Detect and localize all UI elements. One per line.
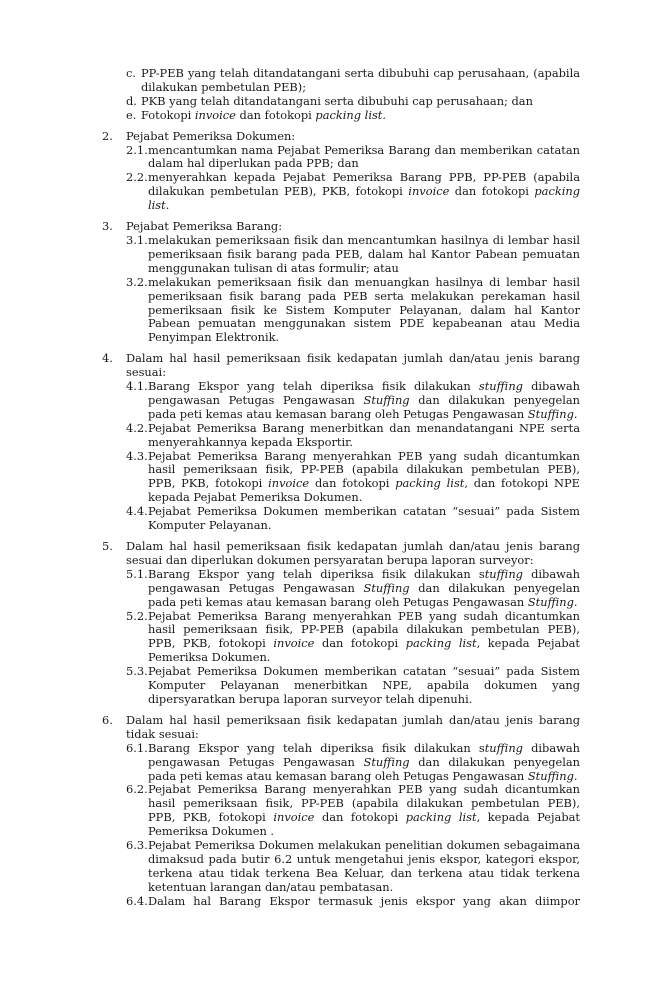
sub-item [126,450,580,506]
italic-term: tuffing [484,740,523,755]
item-heading [126,220,580,234]
document-page [102,67,580,916]
sub-item-text [148,170,580,212]
sub-item-text [148,143,580,171]
sub-item-text [148,782,580,838]
italic-term: invoice [194,107,236,122]
text-run: Barang Ekspor yang telah diperiksa fisik dilakukan s [148,566,485,581]
sub-item-label: e. [126,107,137,122]
italic-term: Stuffing [363,580,410,595]
text-run: Pejabat Pemeriksa Barang menyerahkan PEB yang sudah dicantumkan hasil pemeriksaan fisik, PP-PEB (apabila dilakukan pembetulan PEB), PPB, PKB, fotokopi [148,448,580,491]
sub-item [126,67,580,95]
sub-item-label: 6.2. [126,782,148,797]
italic-term: Stuffing [363,754,410,769]
sub-item-label: 6.3. [126,838,148,853]
sub-item-label: 6.1. [126,740,148,755]
text-run: dibawah pengawasan Petugas Pengawasan [148,740,580,769]
sub-item [126,109,580,123]
sub-item [126,665,580,707]
sub-item-label: 5.3. [126,664,148,679]
sub-item-text [148,567,580,609]
italic-term: Stuffing. [527,594,578,609]
sub-item-text [141,94,533,108]
sub-item-label: 2.1. [126,142,148,157]
sub-item [126,422,580,450]
sub-item-text [148,504,580,532]
sub-item [126,742,580,784]
sub-item-text [141,66,580,94]
sub-item-label: c. [126,66,137,80]
sub-item-label: 5.2. [126,608,148,623]
sub-item-text [148,664,580,706]
text-run: Pejabat Pemeriksa Barang menyerahkan PEB yang sudah dicantumkan hasil pemeriksaan fisik, PP-PEB (apabila dilakukan pembetulan PEB), PPB, PKB, fotokopi [148,782,580,825]
sub-item [126,234,580,276]
text-run: Pejabat Pemeriksa Dokumen memberikan catatan “sesuai” pada Sistem Komputer Pelayanan. [148,504,580,533]
text-run: Dalam hal hasil pemeriksaan fisik kedapatan jumlah dan/atau jenis barang tidak sesuai: [126,712,580,741]
sub-item [126,380,580,422]
italic-term: packing list. [148,184,580,213]
text-run: Dalam hal hasil pemeriksaan fisik kedapatan jumlah dan/atau jenis barang sesuai dan diperlukan dokumen persyaratan berupa laporan surveyor: [126,539,580,567]
italic-term: Stuffing. [527,406,578,421]
item-number: 5. [102,539,113,553]
italic-term: packing list [405,810,477,825]
sub-item-text [148,233,580,275]
sub-item-text [141,108,386,122]
list-item [102,130,580,213]
italic-term: packing list. [315,107,387,122]
text-run: Barang Ekspor yang telah diperiksa fisik dilakukan s [148,740,485,755]
sub-item-label: 4.3. [126,448,148,463]
sub-item [126,276,580,346]
sub-item [126,95,580,109]
sub-item [126,144,580,172]
text-run: Pejabat Pemeriksa Dokumen melakukan penelitian dokumen sebagaimana dimaksud pada butir 6.2 untuk mengetahui jenis ekspor, kategori ekspor, terkena atau tidak terkena Bea Keluar, dan terkena atau tidak terkena ketentuan larangan dan/atau pembatasan. [148,838,580,894]
text-run: PKB yang telah ditandatangani serta dibubuhi cap perusahaan; dan [141,93,533,108]
text-run: Dalam hal hasil pemeriksaan fisik kedapatan jumlah dan/atau jenis barang sesuai: [126,351,580,380]
text-run: dan fotokopi [314,810,406,825]
sub-item-text [148,609,580,665]
item-heading [126,540,580,568]
text-run: dan dilakukan penyegelan pada peti kemas atau kemasan barang oleh Petugas Pengawasan [148,580,580,609]
italic-term: Stuffing [363,392,410,407]
list-item [102,220,580,345]
sub-item [126,568,580,610]
sub-item-text [148,894,580,908]
text-run: dibawah pengawasan Petugas Pengawasan [148,566,580,595]
item-number: 4. [102,351,113,366]
italic-term: invoice [408,184,450,199]
item-number: 3. [102,219,113,234]
sub-item-text [148,275,580,345]
text-run: Dalam hal Barang Ekspor termasuk jenis ekspor yang akan diimpor [148,893,580,908]
text-run: , kepada Pejabat Pemeriksa Dokumen. [148,636,581,665]
text-run: Fotokopi [141,107,195,122]
sub-item-label: 3.1. [126,232,148,247]
italic-term: tuffing [484,566,523,581]
sub-item-label: 4.1. [126,379,148,394]
text-run: , kepada Pejabat Pemeriksa Dokumen . [148,810,581,839]
italic-term: packing list [405,636,477,651]
text-run: dan dilakukan penyegelan pada peti kemas atau kemasan barang oleh Petugas Pengawasan [148,754,580,783]
sub-item-text [148,421,580,449]
text-run: Pejabat Pemeriksa Dokumen memberikan catatan “sesuai” pada Sistem Komputer Pelayanan menerbitkan NPE, apabila dokumen yang dipersyaratkan berupa laporan surveyor telah dipenuhi. [148,664,580,706]
item-heading [126,352,580,380]
text-run: dan fotokopi [235,107,316,122]
sub-item-label: 4.2. [126,420,148,435]
sub-item-label: 3.2. [126,274,148,289]
italic-term: stuffing [478,379,523,394]
text-run: dan fotokopi [309,476,396,491]
item-heading [126,130,580,144]
text-run: dibawah pengawasan Petugas Pengawasan [148,379,580,407]
sub-item [126,505,580,533]
text-run: Barang Ekspor yang telah diperiksa fisik dilakukan [148,379,479,394]
text-run: Pejabat Pemeriksa Barang menyerahkan PEB yang sudah dicantumkan hasil pemeriksaan fisik, PP-PEB (apabila dilakukan pembetulan PEB), PPB, PKB, fotokopi [148,608,580,651]
sub-item-label: 5.1. [126,566,148,581]
item-number: 2. [102,128,113,143]
list-item [102,540,580,707]
sub-item [126,171,580,213]
text-run: dan fotokopi [314,636,406,651]
italic-term: invoice [273,810,315,825]
sub-item-label: d. [126,93,137,108]
sub-item-text [148,449,580,505]
sub-item [126,839,580,895]
sub-item-text [148,741,580,783]
text-run: menyerahkan kepada Pejabat Pemeriksa Barang PPB, PP-PEB (apabila dilakukan pembetulan PEB), PKB, fotokopi [148,170,580,199]
text-run: Pejabat Pemeriksa Barang menerbitkan dan menandatangani NPE serta menyerahkannya kepada Eksportir. [148,420,580,449]
text-run: melakukan pemeriksaan fisik dan mencantumkan hasilnya di lembar hasil pemeriksaan fisik barang pada PEB, dalam hal Kantor Pabean pemuatan menggunakan tulisan di atas formulir; atau [148,232,580,275]
sub-item-text [148,838,580,894]
text-run: , dan fotokopi NPE kepada Pejabat Pemeriksa Dokumen. [148,476,580,505]
italic-term: invoice [268,476,310,491]
sub-item-text [148,379,580,421]
sub-item-label: 6.4. [126,893,148,908]
text-run: Pejabat Pemeriksa Barang: [126,219,283,234]
text-run: Pejabat Pemeriksa Dokumen: [126,128,296,143]
sub-item [126,783,580,839]
list-item [102,352,580,533]
italic-term: Stuffing. [527,768,578,783]
text-run: mencantumkan nama Pejabat Pemeriksa Barang dan memberikan catatan dalam hal diperlukan pada PPB; dan [148,142,580,171]
italic-term: packing list [395,476,465,491]
list-item [102,714,580,909]
item-number: 6. [102,712,113,727]
text-run: PP-PEB yang telah ditandatangani serta dibubuhi cap perusahaan, (apabila dilakukan pembetulan PEB); [141,66,580,94]
item-heading [126,714,580,742]
text-run: melakukan pemeriksaan fisik dan menuangkan hasilnya di lembar hasil pemeriksaan fisik barang pada PEB serta melakukan perekaman hasil pemeriksaan fisik ke Sistem Komputer Pelayanan, dalam hal Kantor Pabean pemuatan menggunakan sistem PDE kepabeanan atau Media Penyimpan Elektronik. [148,274,580,345]
text-run: dan fotokopi [449,184,535,199]
sub-item-label: 4.4. [126,504,148,519]
sub-item [126,895,580,909]
text-run: dan dilakukan penyegelan pada peti kemas atau kemasan barang oleh Petugas Pengawasan [148,392,580,421]
sub-item-label: 2.2. [126,170,148,185]
italic-term: invoice [273,636,315,651]
list-item [102,67,580,123]
sub-item [126,610,580,666]
